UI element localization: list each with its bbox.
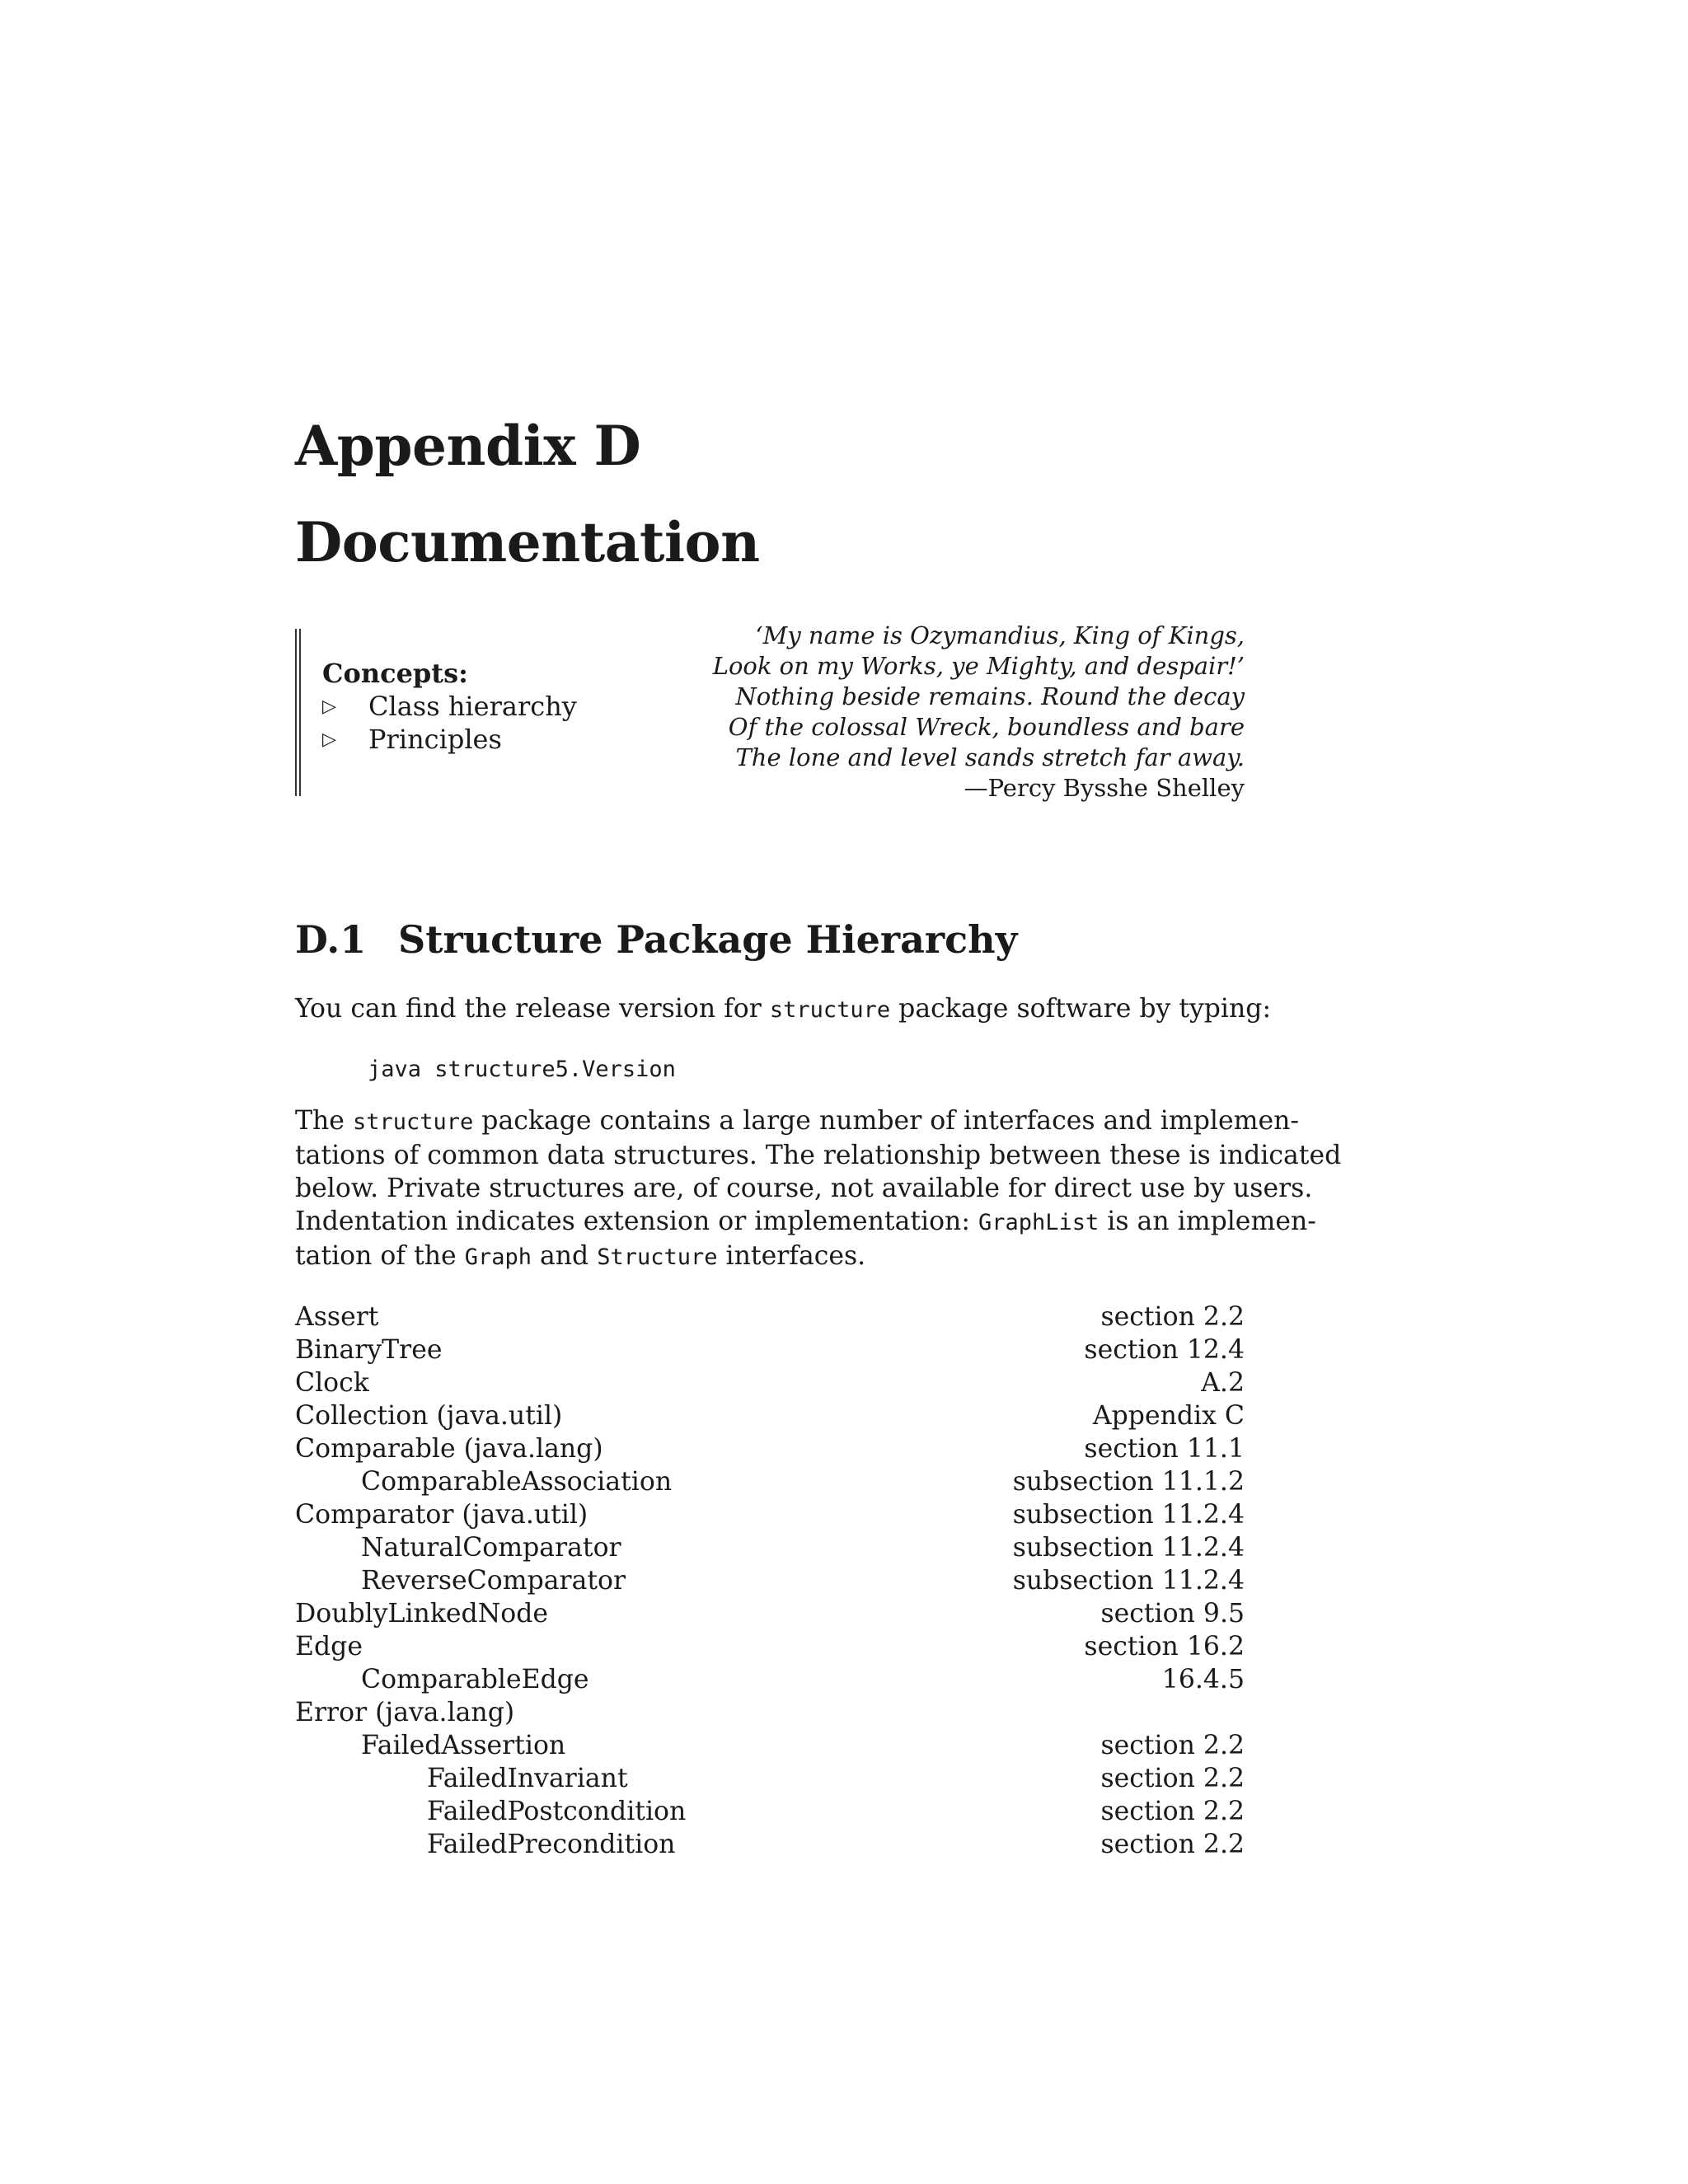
hierarchy-row <box>295 1795 1245 1828</box>
class-name: NaturalComparator <box>361 1533 621 1563</box>
text: Indentation indicates extension or implementation: <box>295 1207 978 1236</box>
class-name: FailedInvariant <box>427 1764 628 1793</box>
epigraph-line: Of the colossal Wreck, boundless and bare <box>728 713 1245 741</box>
hierarchy-row <box>295 1663 1245 1696</box>
section-reference: section 16.2 <box>1084 1632 1245 1661</box>
class-name: FailedPostcondition <box>427 1797 687 1826</box>
section-reference: section 2.2 <box>1100 1764 1245 1793</box>
class-name: FailedPrecondition <box>427 1830 676 1859</box>
class-name: Clock <box>295 1368 369 1398</box>
intro-text: package software by typing: <box>890 994 1272 1024</box>
hierarchy-row <box>295 1333 1245 1366</box>
class-name: Error (java.lang) <box>295 1698 515 1727</box>
concept-item <box>322 691 577 722</box>
hierarchy-row <box>295 1465 1245 1498</box>
class-name: DoublyLinkedNode <box>295 1599 549 1629</box>
class-name: Comparable (java.lang) <box>295 1434 603 1464</box>
class-name: Comparator (java.util) <box>295 1500 588 1530</box>
hierarchy-row <box>295 1564 1245 1597</box>
concepts-box <box>295 629 631 796</box>
class-name: FailedAssertion <box>361 1731 566 1760</box>
section-reference: subsection 11.2.4 <box>1012 1500 1245 1530</box>
text: tation of the <box>295 1241 465 1271</box>
class-name: Assert <box>295 1302 379 1332</box>
inline-code: Structure <box>597 1244 718 1270</box>
section-reference: section 9.5 <box>1100 1599 1245 1629</box>
hierarchy-row <box>295 1531 1245 1564</box>
inline-code: Graph <box>464 1244 532 1270</box>
hierarchy-row <box>295 1762 1245 1795</box>
inline-code: structure <box>352 1109 474 1135</box>
paragraph-line: tations of common data structures. The relationship between these is indicated <box>295 1141 1342 1170</box>
text: interfaces. <box>717 1241 866 1271</box>
triangle-bullet-icon: ▷ <box>322 729 336 750</box>
hierarchy-row <box>295 1597 1245 1630</box>
triangle-bullet-icon: ▷ <box>322 696 336 717</box>
section-reference: section 2.2 <box>1100 1797 1245 1826</box>
section-number: D.1 <box>295 917 367 962</box>
section-reference: subsection 11.1.2 <box>1012 1467 1245 1497</box>
hierarchy-row <box>295 1630 1245 1663</box>
hierarchy-row <box>295 1399 1245 1432</box>
epigraph <box>668 621 1245 804</box>
section-heading <box>295 917 1018 962</box>
section-reference: section 2.2 <box>1100 1302 1245 1332</box>
epigraph-line: Look on my Works, ye Mighty, and despair!’ <box>712 652 1245 680</box>
body-paragraph <box>295 1104 1342 1274</box>
intro-text: You can find the release version for <box>295 994 770 1024</box>
section-reference: section 2.2 <box>1100 1830 1245 1859</box>
paragraph-line <box>295 1205 1316 1240</box>
hierarchy-row <box>295 1828 1245 1861</box>
text: package contains a large number of interfaces and implemen- <box>473 1106 1300 1136</box>
text: The <box>295 1106 353 1136</box>
intro-paragraph <box>295 992 1272 1027</box>
class-name: ComparableAssociation <box>361 1467 673 1497</box>
section-title: Structure Package Hierarchy <box>398 917 1018 962</box>
concept-label: Principles <box>368 724 502 755</box>
inline-code: structure <box>769 997 891 1023</box>
concept-label: Class hierarchy <box>368 691 577 722</box>
section-reference: subsection 11.2.4 <box>1012 1566 1245 1596</box>
paragraph-line: below. Private structures are, of course, not available for direct use by users. <box>295 1174 1313 1203</box>
paragraph-line <box>295 1240 1245 1274</box>
hierarchy-row <box>295 1696 1245 1729</box>
hierarchy-row <box>295 1301 1245 1333</box>
appendix-label: Appendix D <box>295 414 641 478</box>
epigraph-attribution: —Percy Bysshe Shelley <box>964 774 1245 802</box>
class-hierarchy-list <box>295 1301 1245 1861</box>
class-name: Edge <box>295 1632 363 1661</box>
paragraph-line <box>295 1104 1300 1139</box>
section-reference: 16.4.5 <box>1161 1665 1245 1694</box>
text: and <box>531 1241 598 1271</box>
hierarchy-row <box>295 1432 1245 1465</box>
class-name: BinaryTree <box>295 1335 443 1365</box>
section-reference: A.2 <box>1201 1368 1245 1398</box>
concept-item <box>322 724 502 755</box>
hierarchy-row <box>295 1366 1245 1399</box>
hierarchy-row <box>295 1729 1245 1762</box>
class-name: ReverseComparator <box>361 1566 626 1596</box>
text: is an implemen- <box>1099 1207 1316 1236</box>
epigraph-line: Nothing beside remains. Round the decay <box>735 682 1245 710</box>
section-reference: Appendix C <box>1092 1401 1245 1431</box>
section-reference: section 12.4 <box>1084 1335 1245 1365</box>
hierarchy-row <box>295 1498 1245 1531</box>
class-name: ComparableEdge <box>361 1665 589 1694</box>
epigraph-line: ‘My name is Ozymandius, King of Kings, <box>755 621 1245 649</box>
class-name: Collection (java.util) <box>295 1401 563 1431</box>
chapter-title: Documentation <box>295 510 760 574</box>
epigraph-line: The lone and level sands stretch far away. <box>735 743 1245 771</box>
command-code: java structure5.Version <box>368 1057 676 1082</box>
inline-code: GraphList <box>978 1210 1100 1235</box>
section-reference: section 11.1 <box>1084 1434 1245 1464</box>
concepts-heading: Concepts: <box>322 658 468 689</box>
section-reference: subsection 11.2.4 <box>1012 1533 1245 1563</box>
section-reference: section 2.2 <box>1100 1731 1245 1760</box>
